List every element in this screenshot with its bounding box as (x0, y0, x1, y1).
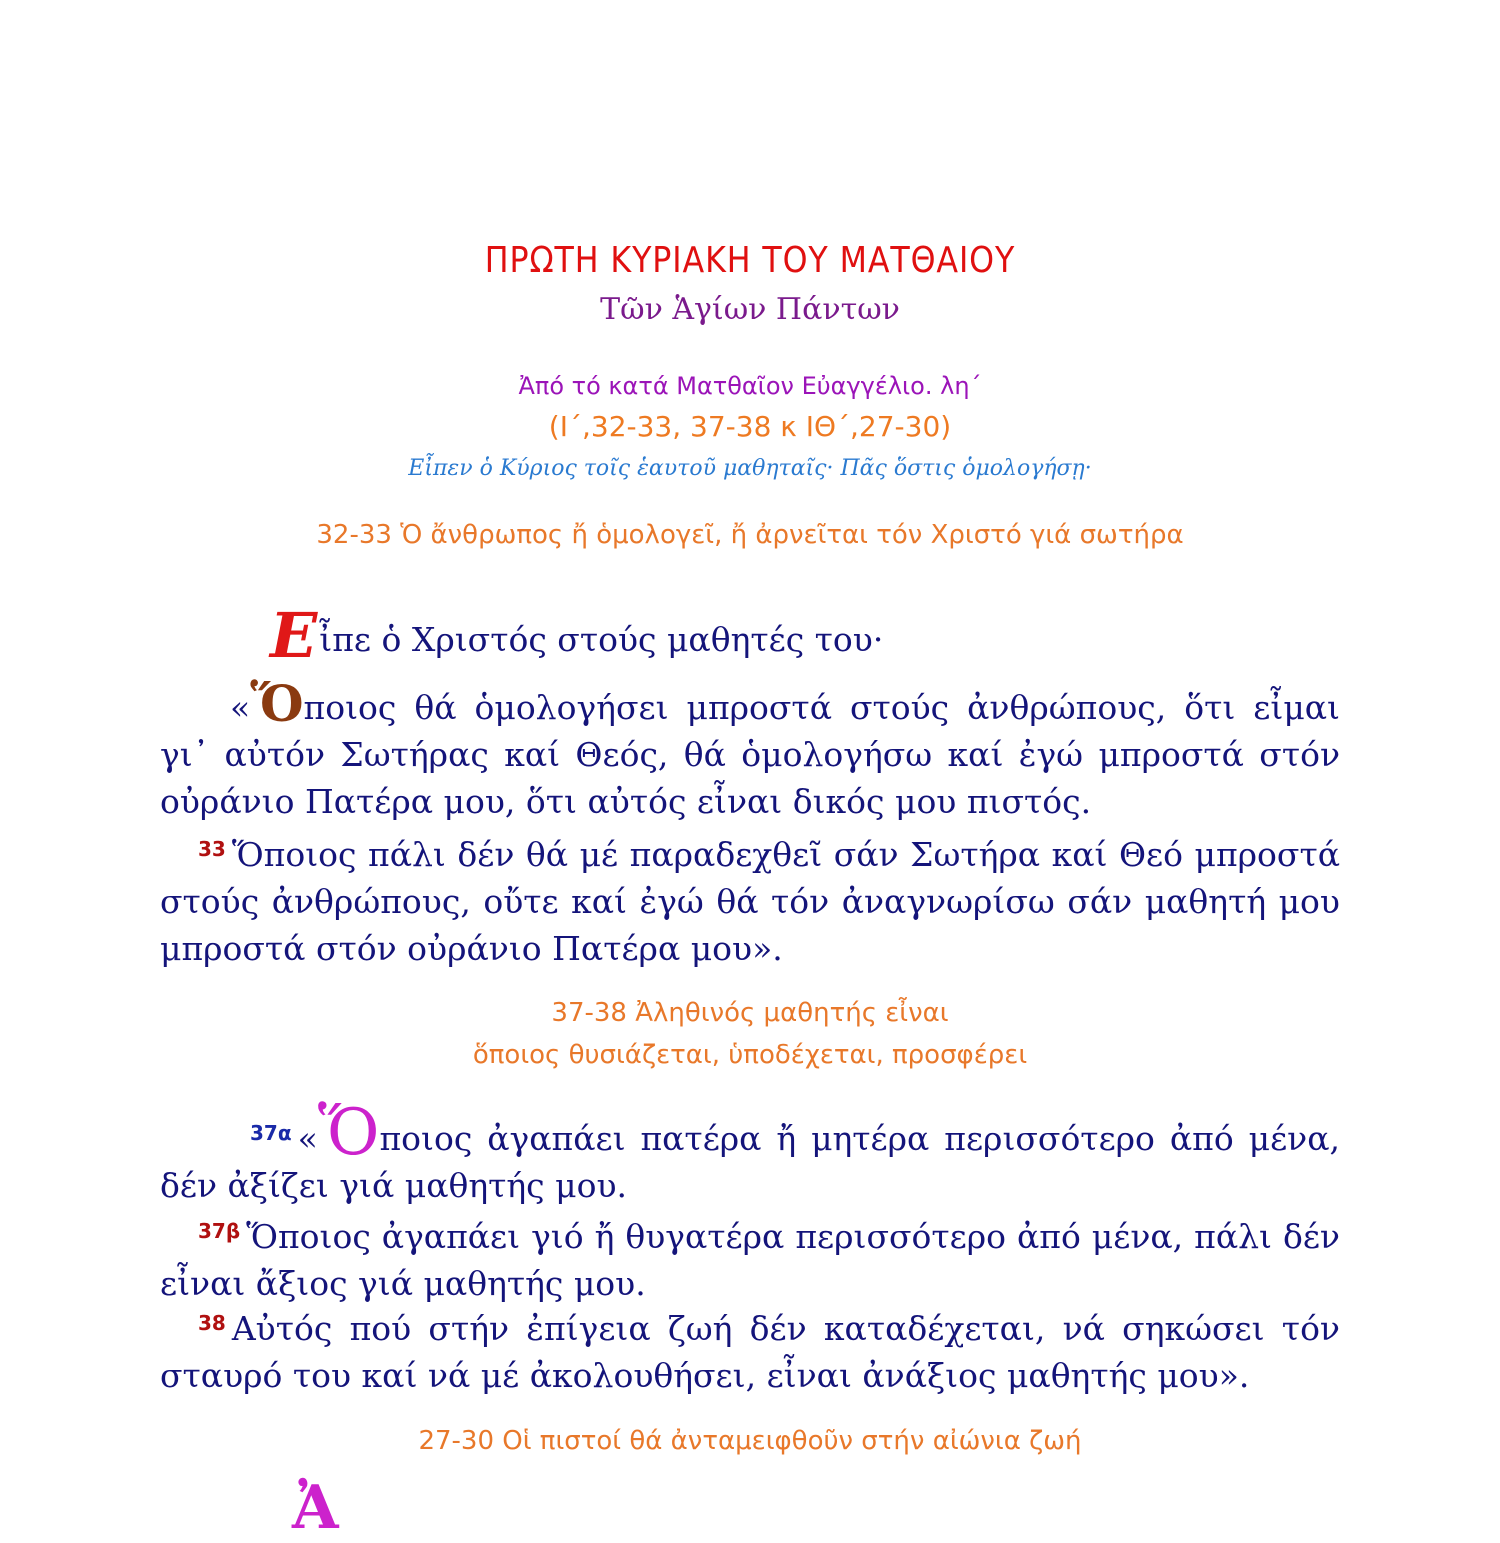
verse-initial-cut: Ἀ (292, 1473, 339, 1543)
verse-number: 33 (198, 837, 226, 861)
verse-block-38 (160, 1300, 1340, 1399)
section-heading-1: 32-33 Ὁ ἄνθρωπος ἤ ὁμολογεῖ, ἤ ἀρνεῖται τόν Χριστό γιά σωτήρα (316, 520, 1184, 550)
scripture-reference: (Ι΄,32-33, 37-38 κ ΙΘ΄,27-30) (548, 410, 952, 443)
verse-block-37a (160, 1096, 1340, 1209)
verse-block-32 (160, 674, 1340, 825)
decorative-initial-icon: Ε (270, 599, 318, 672)
verse-text: ποιος ἀγαπάει πατέρα ἤ μητέρα περισσότερο ἀπό μένα, δέν ἀξίζει γιά μαθητής μου. (160, 1119, 1340, 1205)
verse-number: 37α (250, 1121, 292, 1145)
verse-initial: Ὅ (317, 1096, 380, 1170)
verse-number: 37β (198, 1219, 241, 1243)
verse-block-33 (160, 826, 1340, 972)
verse-text: Αὐτός πού στήν ἐπίγεια ζωή δέν καταδέχεται, νά σηκώσει τόν σταυρό του καί νά μέ ἀκολουθήσει, εἶναι ἀνάξιος μαθητής μου». (160, 1309, 1340, 1395)
section-heading-2-line1: 37-38 Ἀληθινός μαθητής εἶναι (551, 998, 949, 1028)
open-quote: « (297, 1119, 318, 1158)
open-quote: « (230, 688, 251, 727)
verse-text: ποιος θά ὁμολογήσει μπροστά στούς ἀνθρώπους, ὅτι εἶμαι γι᾽ αὐτόν Σωτήρας καί Θεός, θά ὁμολογήσω καί ἐγώ μπροστά στόν οὐράνιο Πατέρα μου, ὅτι αὐτός εἶναι δικός μου πιστός. (160, 688, 1340, 821)
intro-line: Εἶπεν ὁ Κύριος τοῖς ἑαυτοῦ μαθηταῖς· Πᾶς ὅστις ὁμολογήσῃ· (408, 456, 1092, 481)
section-heading-3: 27-30 Οἱ πιστοί θά ἀνταμειφθοῦν στήν αἰώνια ζωή (418, 1426, 1082, 1456)
page-title: ΠΡΩΤΗ ΚΥΡΙΑΚΗ ΤΟΥ ΜΑΤΘΑΙΟΥ (484, 240, 1016, 281)
verse-block-37b (160, 1208, 1340, 1307)
gospel-source: Ἀπό τό κατά Ματθαῖον Εὐαγγέλιο. λη΄ (518, 372, 982, 400)
opening-line (270, 599, 884, 672)
section-heading-2-line2: ὅποιος θυσιάζεται, ὑποδέχεται, προσφέρει (472, 1040, 1028, 1070)
verse-number: 38 (198, 1311, 226, 1335)
verse-initial: Ὅ (250, 674, 304, 733)
verse-text: Ὅποιος ἀγαπάει γιό ἤ θυγατέρα περισσότερο ἀπό μένα, πάλι δέν εἶναι ἄξιος γιά μαθητής μου. (160, 1217, 1340, 1303)
verse-text: Ὅποιος πάλι δέν θά μέ παραδεχθεῖ σάν Σωτήρα καί Θεό μπροστά στούς ἀνθρώπους, οὔτε καί ἐγώ θά τόν ἀναγνωρίσω σάν μαθητή μου μπροστά στόν οὐράνιο Πατέρα μου». (160, 835, 1340, 968)
page-subtitle: Τῶν Ἁγίων Πάντων (600, 292, 900, 327)
opening-text: ἶπε ὁ Χριστός στούς μαθητές του· (319, 620, 884, 659)
